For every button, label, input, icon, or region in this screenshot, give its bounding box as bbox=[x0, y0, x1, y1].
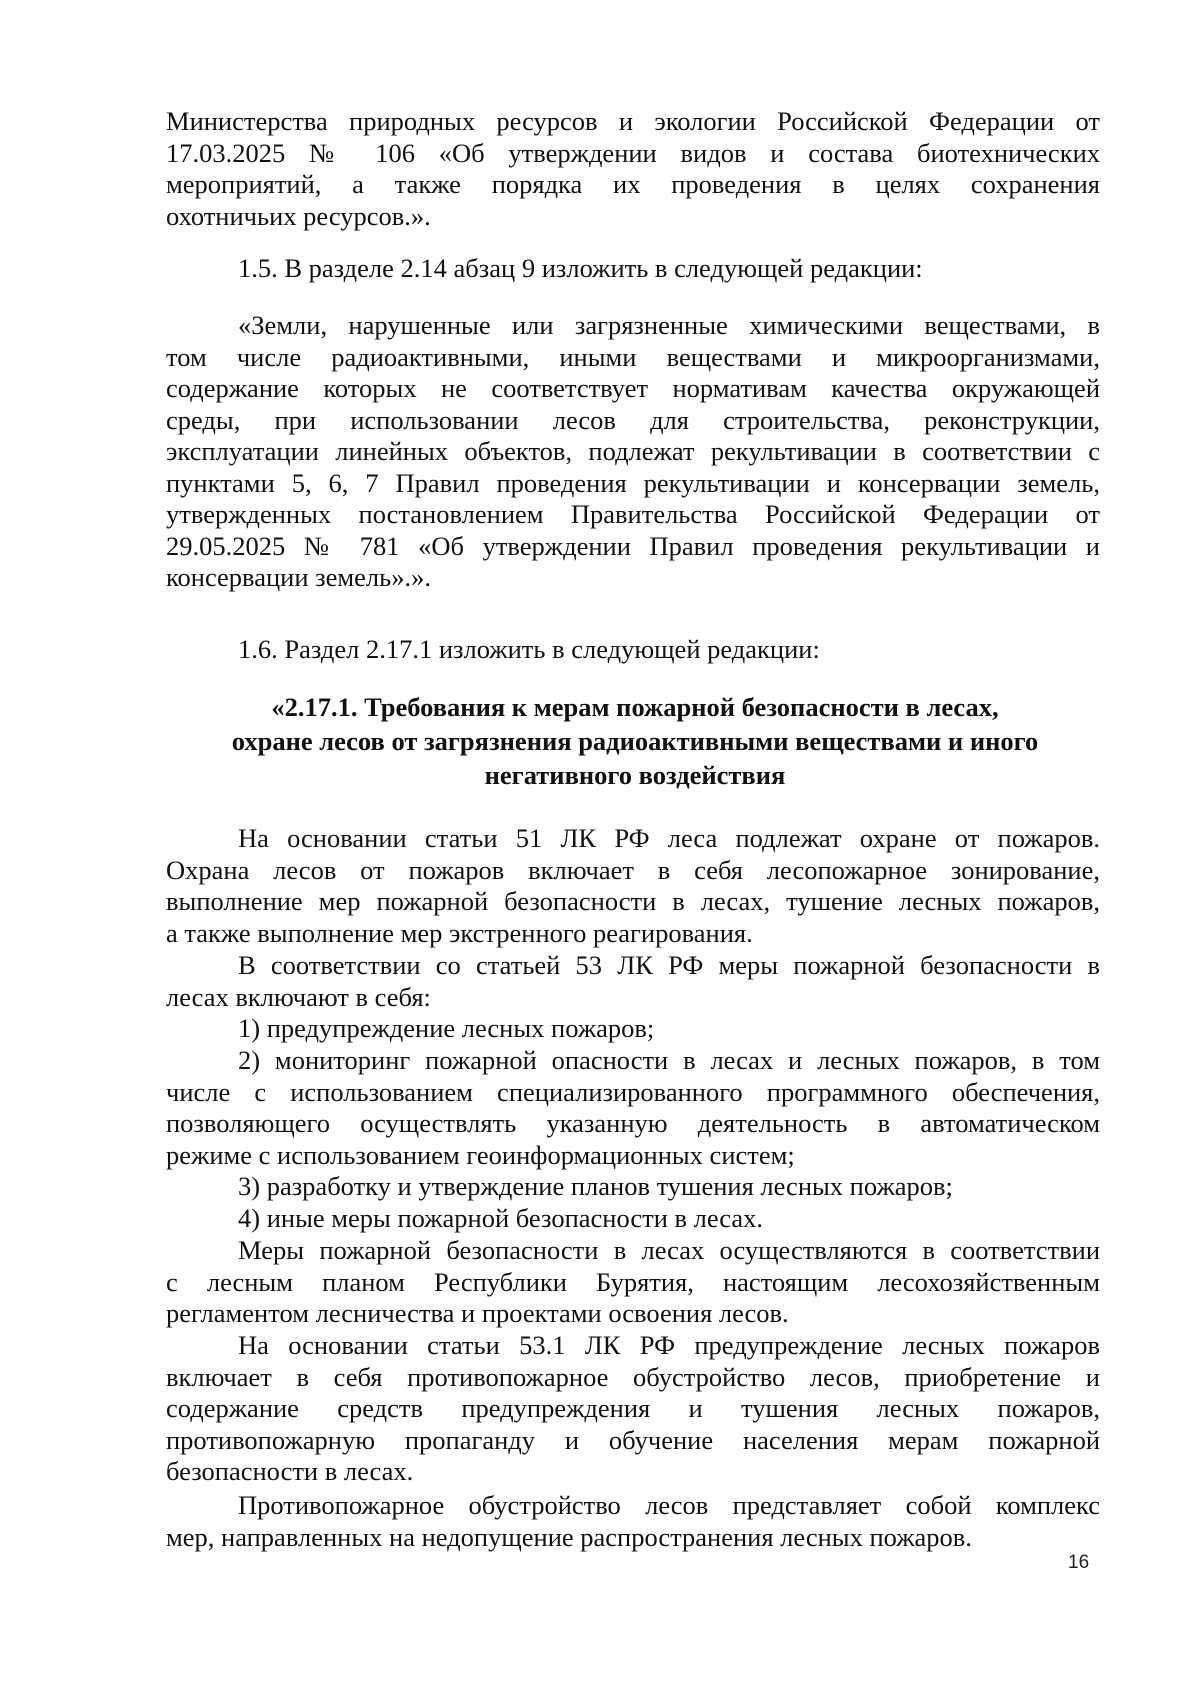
text-line: 1) предупреждение лесных пожаров; bbox=[238, 1013, 655, 1043]
text-line: числе с использованием специализированного программного обеспечения, bbox=[166, 1076, 1100, 1107]
item-1-5 bbox=[238, 253, 1100, 285]
list-item-2 bbox=[166, 1045, 1100, 1171]
continuation-paragraph bbox=[166, 106, 1100, 232]
text-line: мероприятий, а также порядка их проведения в целях сохранения bbox=[166, 169, 1100, 199]
text-line: а также выполнение мер экстренного реагирования. bbox=[166, 917, 753, 948]
text-line: том числе радиоактивными, иными веществами и микроорганизмами, bbox=[166, 341, 1100, 372]
text-line: охотничьих ресурсов.». bbox=[166, 200, 431, 231]
paragraph-measures bbox=[166, 1235, 1100, 1330]
text-line: 4) иные меры пожарной безопасности в лесах. bbox=[238, 1203, 764, 1233]
section-heading bbox=[170, 690, 1100, 792]
item-1-6 bbox=[238, 634, 1100, 666]
text-line: На основании статьи 53.1 ЛК РФ предупреждение лесных пожаров bbox=[238, 1330, 1100, 1360]
text-line: утвержденных постановлением Правительства Российской Федерации от bbox=[166, 499, 1100, 529]
text-line: содержание средств предупреждения и тушения лесных пожаров, bbox=[166, 1393, 1100, 1423]
list-item-4 bbox=[238, 1203, 1100, 1235]
paragraph-article-53-1 bbox=[166, 1330, 1100, 1488]
paragraph-article-51 bbox=[166, 823, 1100, 949]
text-line: регламентом лесничества и проектами освоения лесов. bbox=[166, 1298, 789, 1328]
heading-line: охране лесов от загрязнения радиоактивными веществами и иного bbox=[231, 726, 1039, 756]
text-line: Министерства природных ресурсов и экологии Российской Федерации от bbox=[166, 106, 1100, 136]
list-item-1 bbox=[238, 1013, 1100, 1045]
text-line: эксплуатации линейных объектов, подлежат рекультивации в соответствии с bbox=[166, 436, 1100, 466]
list-item-3 bbox=[238, 1171, 1100, 1203]
text-line: 1.6. Раздел 2.17.1 изложить в следующей редакции: bbox=[238, 634, 820, 664]
heading-line: «2.17.1. Требования к мерам пожарной безопасности в лесах, bbox=[271, 692, 999, 722]
text-line: выполнение мер пожарной безопасности в лесах, тушение лесных пожаров, bbox=[166, 886, 1100, 916]
heading-line: негативного воздействия bbox=[484, 760, 786, 790]
text-line: Противопожарное обустройство лесов представляет собой комплекс bbox=[238, 1490, 1100, 1520]
quote-paragraph-lands bbox=[166, 310, 1100, 594]
text-line: безопасности в лесах. bbox=[166, 1456, 414, 1486]
text-line: содержание которых не соответствует нормативам качества окружающей bbox=[166, 373, 1100, 403]
paragraph-fire-arrangement bbox=[166, 1490, 1100, 1553]
text-line: среды, при использовании лесов для строительства, реконструкции, bbox=[166, 404, 1100, 435]
text-line: позволяющего осуществлять указанную деятельность в автоматическом bbox=[166, 1108, 1100, 1138]
paragraph-article-53 bbox=[166, 950, 1100, 1013]
text-line: 2) мониторинг пожарной опасности в лесах и лесных пожаров, в том bbox=[238, 1045, 1100, 1075]
text-line: лесах включают в себя: bbox=[166, 981, 431, 1012]
text-line: с лесным планом Республики Бурятия, настоящим лесохозяйственным bbox=[166, 1266, 1100, 1297]
text-line: пунктами 5, 6, 7 Правил проведения рекультивации и консервации земель, bbox=[166, 467, 1100, 498]
text-line: 29.05.2025 № 781 «Об утверждении Правил проведения рекультивации и bbox=[166, 530, 1100, 561]
text-line: На основании статьи 51 ЛК РФ леса подлежат охране от пожаров. bbox=[238, 823, 1100, 853]
text-line: Охрана лесов от пожаров включает в себя лесопожарное зонирование, bbox=[166, 854, 1100, 885]
text-line: «Земли, нарушенные или загрязненные химическими веществами, в bbox=[238, 310, 1100, 340]
text-line: режиме с использованием геоинформационных систем; bbox=[166, 1139, 795, 1170]
text-line: 1.5. В разделе 2.14 абзац 9 изложить в следующей редакции: bbox=[238, 253, 923, 283]
text-line: 3) разработку и утверждение планов тушения лесных пожаров; bbox=[238, 1171, 953, 1201]
text-line: 17.03.2025 № 106 «Об утверждении видов и состава биотехнических bbox=[166, 137, 1100, 168]
text-line: противопожарную пропаганду и обучение населения мерам пожарной bbox=[166, 1424, 1100, 1455]
text-line: В соответствии со статьей 53 ЛК РФ меры пожарной безопасности в bbox=[238, 950, 1100, 980]
page-number: 16 bbox=[1068, 1552, 1090, 1573]
text-line: мер, направленных на недопущение распространения лесных пожаров. bbox=[166, 1521, 972, 1552]
text-line: консервации земель».». bbox=[166, 562, 431, 592]
text-line: включает в себя противопожарное обустройство лесов, приобретение и bbox=[166, 1361, 1100, 1392]
text-line: Меры пожарной безопасности в лесах осуществляются в соответствии bbox=[238, 1235, 1100, 1265]
